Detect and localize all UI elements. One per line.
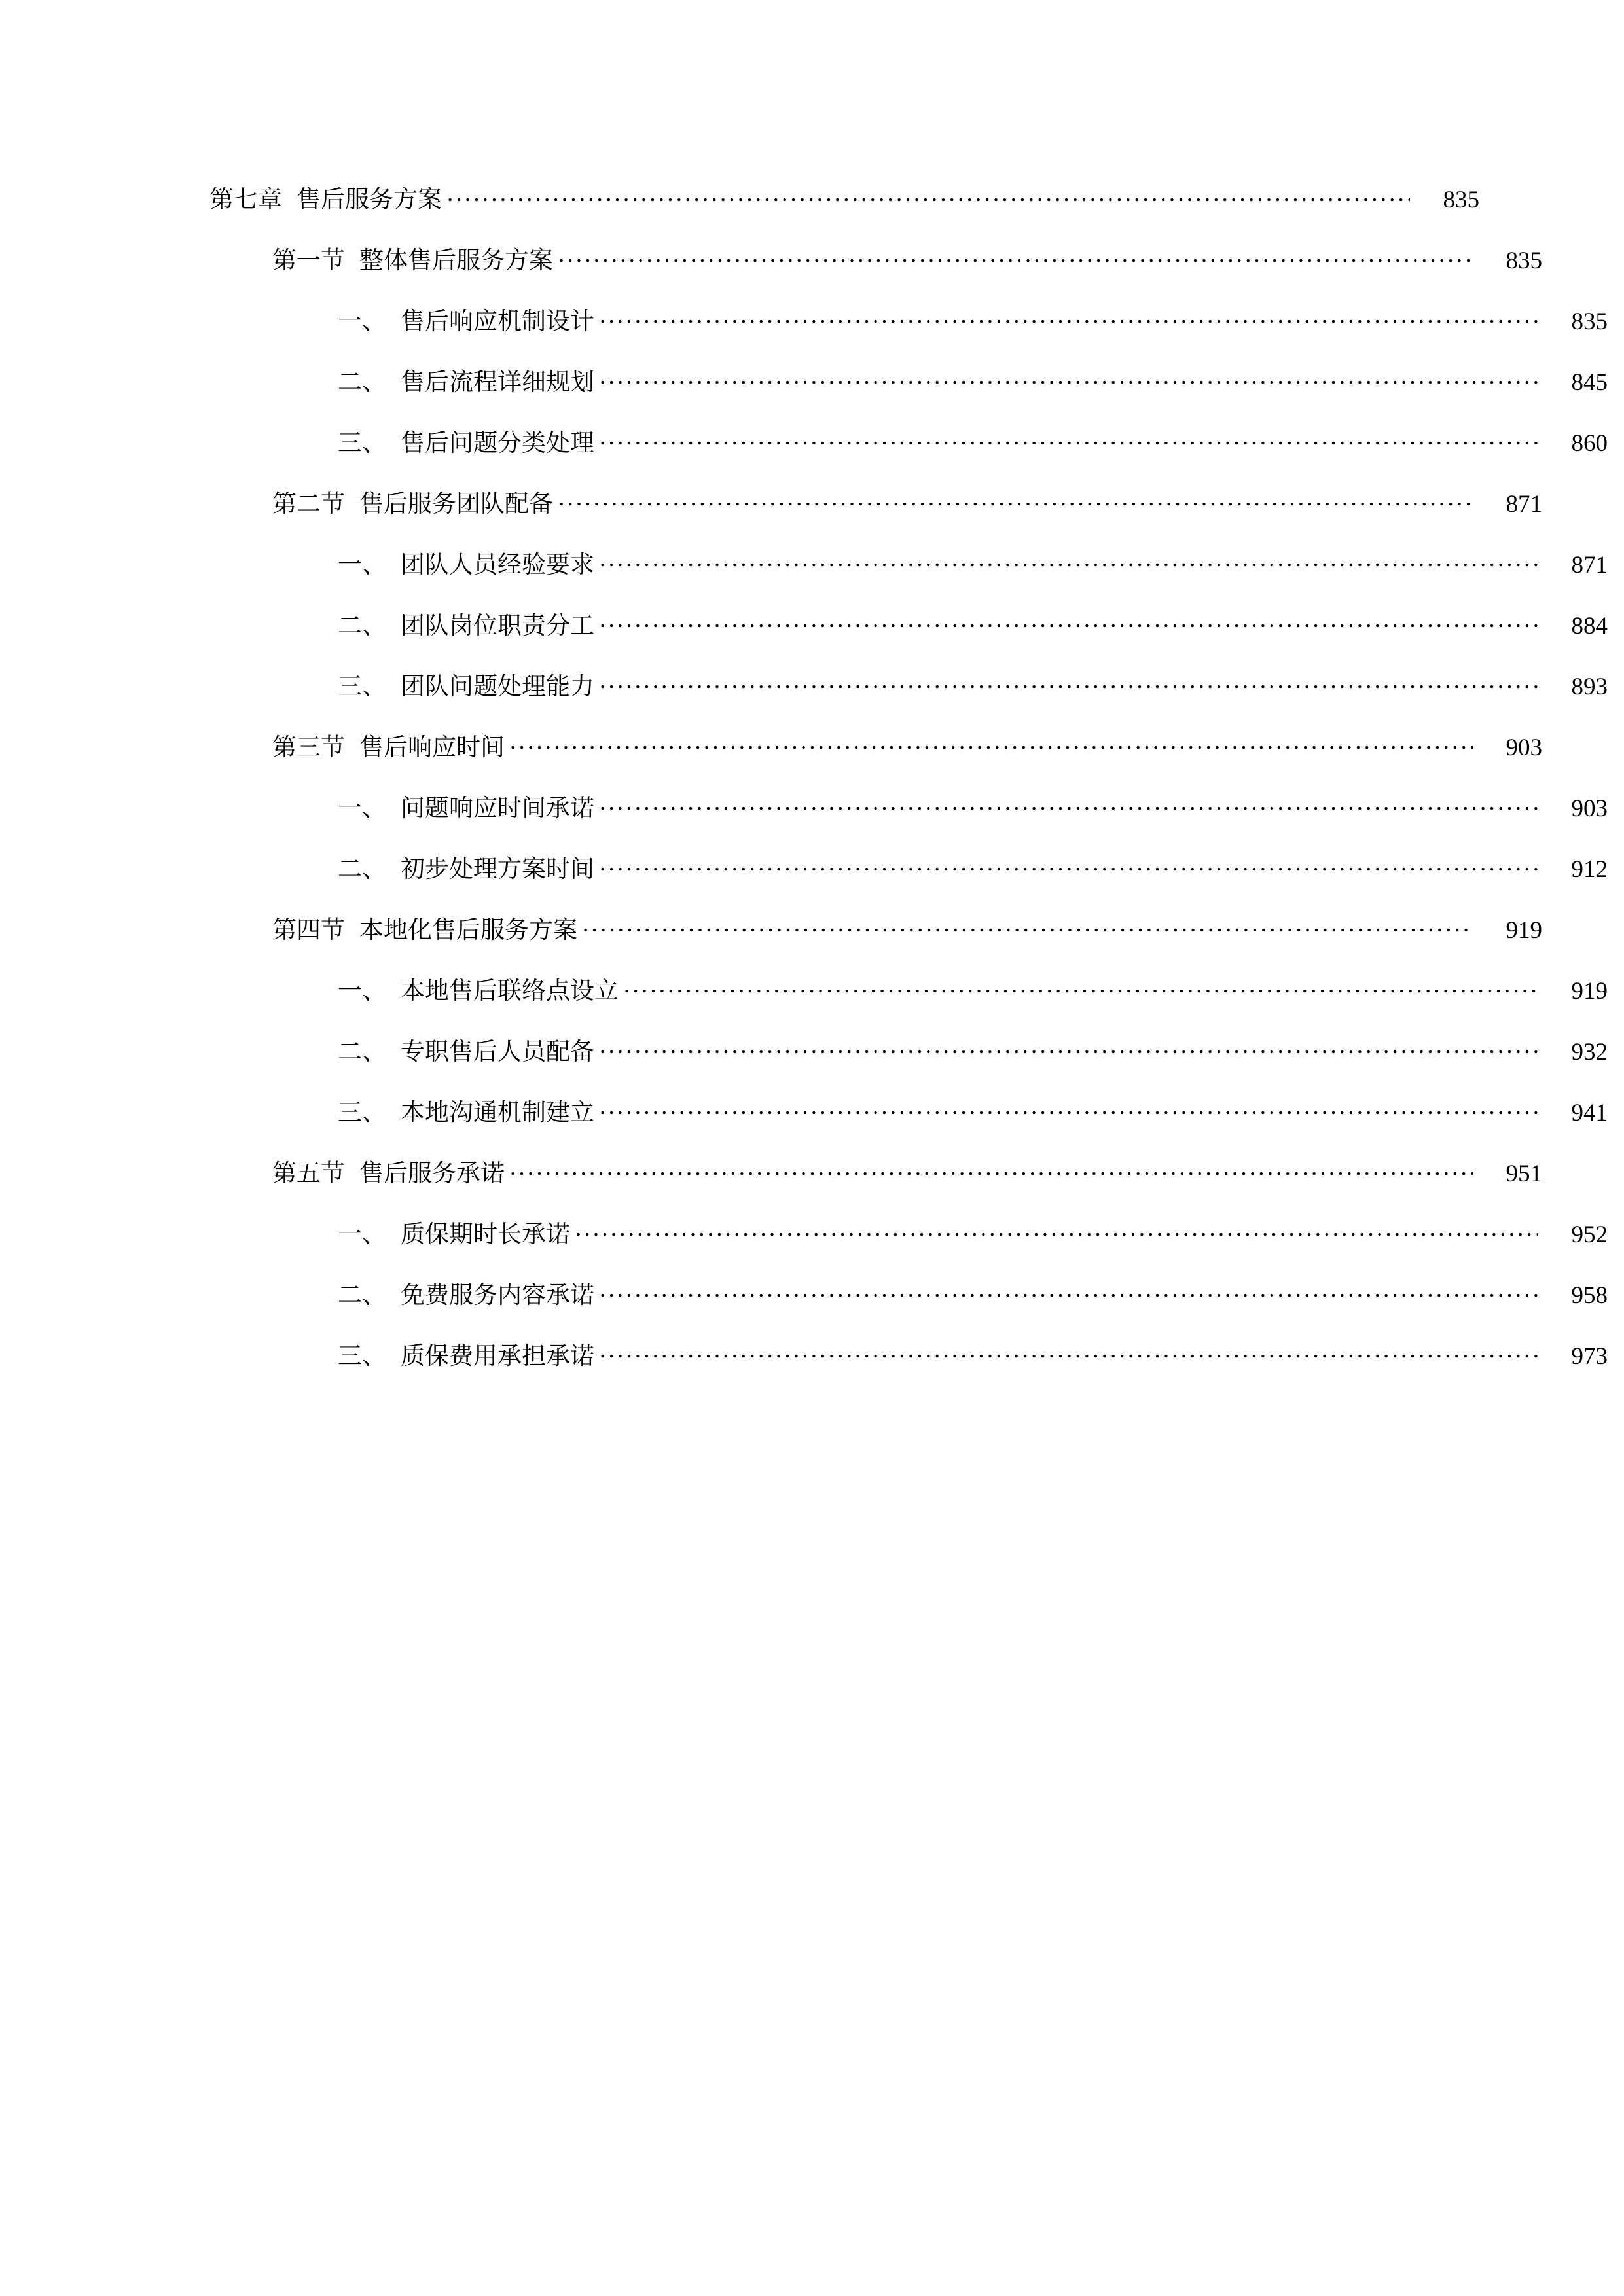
toc-leader-dots — [558, 244, 1473, 268]
toc-entry-marker: 一、 — [338, 1221, 386, 1248]
toc-entry[interactable] — [209, 853, 1608, 882]
toc-entry-title: 售后响应时间 — [359, 734, 505, 761]
toc-entry-page-number: 912 — [1571, 856, 1608, 883]
toc-entry-page-number: 903 — [1506, 734, 1542, 761]
toc-leader-dots — [558, 488, 1473, 512]
toc-entry-marker: 三、 — [338, 1343, 386, 1370]
toc-entry-page-number: 893 — [1571, 673, 1608, 700]
toc-leader-dots — [624, 975, 1538, 999]
toc-entry-title: 本地沟通机制建立 — [401, 1100, 594, 1126]
toc-entry-title: 售后流程详细规划 — [401, 369, 594, 396]
toc-entry-title: 免费服务内容承诺 — [401, 1282, 594, 1309]
toc-entry-page-number: 835 — [1506, 247, 1542, 274]
toc-entry-page-number: 903 — [1571, 795, 1608, 822]
toc-entry[interactable] — [209, 1218, 1608, 1247]
toc-entry[interactable] — [209, 1279, 1608, 1308]
toc-entry[interactable] — [209, 1157, 1542, 1186]
toc-entry-marker: 三、 — [338, 1100, 386, 1126]
toc-entry-page-number: 871 — [1506, 491, 1542, 518]
toc-entry-page-number: 951 — [1506, 1160, 1542, 1187]
toc-entry[interactable] — [209, 670, 1608, 699]
toc-entry-marker: 一、 — [338, 978, 386, 1005]
toc-entry[interactable] — [209, 975, 1608, 1003]
toc-entry-page-number: 919 — [1571, 978, 1608, 1005]
toc-entry-title: 整体售后服务方案 — [359, 247, 553, 274]
toc-entry[interactable] — [209, 305, 1608, 334]
toc-entry-marker: 第五节 — [272, 1160, 345, 1187]
toc-entry[interactable] — [209, 366, 1608, 395]
toc-entry-page-number: 932 — [1571, 1039, 1608, 1066]
toc-entry-marker: 第四节 — [272, 917, 345, 944]
toc-entry[interactable] — [209, 914, 1542, 942]
toc-entry-title: 问题响应时间承诺 — [401, 795, 594, 822]
toc-leader-dots — [600, 1096, 1538, 1121]
toc-entry[interactable] — [209, 427, 1608, 456]
toc-entry-marker: 三、 — [338, 673, 386, 700]
toc-entry-page-number: 884 — [1571, 613, 1608, 639]
toc-entry-title: 售后服务承诺 — [359, 1160, 505, 1187]
toc-entry-marker: 二、 — [338, 1039, 386, 1066]
toc-entry-marker: 一、 — [338, 795, 386, 822]
toc-entry-marker: 第一节 — [272, 247, 345, 274]
toc-entry-title: 质保费用承担承诺 — [401, 1343, 594, 1370]
toc-entry[interactable] — [209, 1096, 1608, 1125]
toc-leader-dots — [510, 731, 1473, 755]
toc-entry-title: 初步处理方案时间 — [401, 856, 594, 883]
toc-entry-title: 售后响应机制设计 — [401, 308, 594, 335]
toc-entry[interactable] — [209, 792, 1608, 821]
toc-entry-page-number: 835 — [1443, 187, 1479, 213]
toc-entry-marker: 第三节 — [272, 734, 345, 761]
toc-entry-marker: 一、 — [338, 308, 386, 335]
toc-entry-title: 团队问题处理能力 — [401, 673, 594, 700]
toc-leader-dots — [510, 1157, 1473, 1181]
toc-entry[interactable] — [209, 1035, 1608, 1064]
toc-entry[interactable] — [209, 609, 1608, 638]
toc-entry-title: 售后服务方案 — [297, 187, 442, 213]
toc-leader-dots — [600, 853, 1538, 877]
toc-entry-title: 专职售后人员配备 — [401, 1039, 594, 1066]
toc-entry-title: 售后问题分类处理 — [401, 430, 594, 457]
toc-entry[interactable] — [209, 183, 1479, 212]
toc-entry-page-number: 845 — [1571, 369, 1608, 396]
toc-entry-marker: 二、 — [338, 369, 386, 396]
toc-entry-marker: 二、 — [338, 1282, 386, 1309]
toc-entry-page-number: 952 — [1571, 1221, 1608, 1248]
toc-entry-page-number: 871 — [1571, 552, 1608, 579]
toc-leader-dots — [583, 914, 1473, 938]
toc-entry-page-number: 941 — [1571, 1100, 1608, 1126]
toc-entry-marker: 一、 — [338, 552, 386, 579]
toc-leader-dots — [600, 609, 1538, 634]
toc-entry[interactable] — [209, 731, 1542, 760]
toc-leader-dots — [447, 183, 1410, 207]
toc-entry-marker: 二、 — [338, 613, 386, 639]
toc-entry-title: 团队岗位职责分工 — [401, 613, 594, 639]
toc-entry-title: 售后服务团队配备 — [359, 491, 553, 518]
toc-entry-marker: 三、 — [338, 430, 386, 457]
toc-entry-marker: 二、 — [338, 856, 386, 883]
toc-entry-marker: 第七章 — [209, 187, 282, 213]
toc-leader-dots — [600, 1035, 1538, 1060]
toc-entry-page-number: 835 — [1571, 308, 1608, 335]
toc-entry-page-number: 919 — [1506, 917, 1542, 944]
table-of-contents — [209, 183, 1608, 1401]
toc-leader-dots — [600, 1279, 1538, 1303]
toc-entry-title: 本地售后联络点设立 — [401, 978, 619, 1005]
toc-leader-dots — [600, 1340, 1538, 1364]
toc-leader-dots — [600, 670, 1538, 694]
toc-entry-title: 团队人员经验要求 — [401, 552, 594, 579]
toc-entry[interactable] — [209, 244, 1542, 273]
toc-entry-title: 质保期时长承诺 — [401, 1221, 570, 1248]
toc-leader-dots — [575, 1218, 1538, 1242]
toc-entry-title: 本地化售后服务方案 — [359, 917, 577, 944]
toc-leader-dots — [600, 427, 1538, 451]
toc-entry[interactable] — [209, 1340, 1608, 1369]
toc-entry-page-number: 958 — [1571, 1282, 1608, 1309]
toc-leader-dots — [600, 305, 1538, 329]
toc-leader-dots — [600, 792, 1538, 816]
toc-entry-marker: 第二节 — [272, 491, 345, 518]
toc-leader-dots — [600, 366, 1538, 390]
toc-entry-page-number: 973 — [1571, 1343, 1608, 1370]
toc-entry-page-number: 860 — [1571, 430, 1608, 457]
toc-entry[interactable] — [209, 488, 1542, 516]
toc-leader-dots — [600, 548, 1538, 573]
toc-entry[interactable] — [209, 548, 1608, 577]
